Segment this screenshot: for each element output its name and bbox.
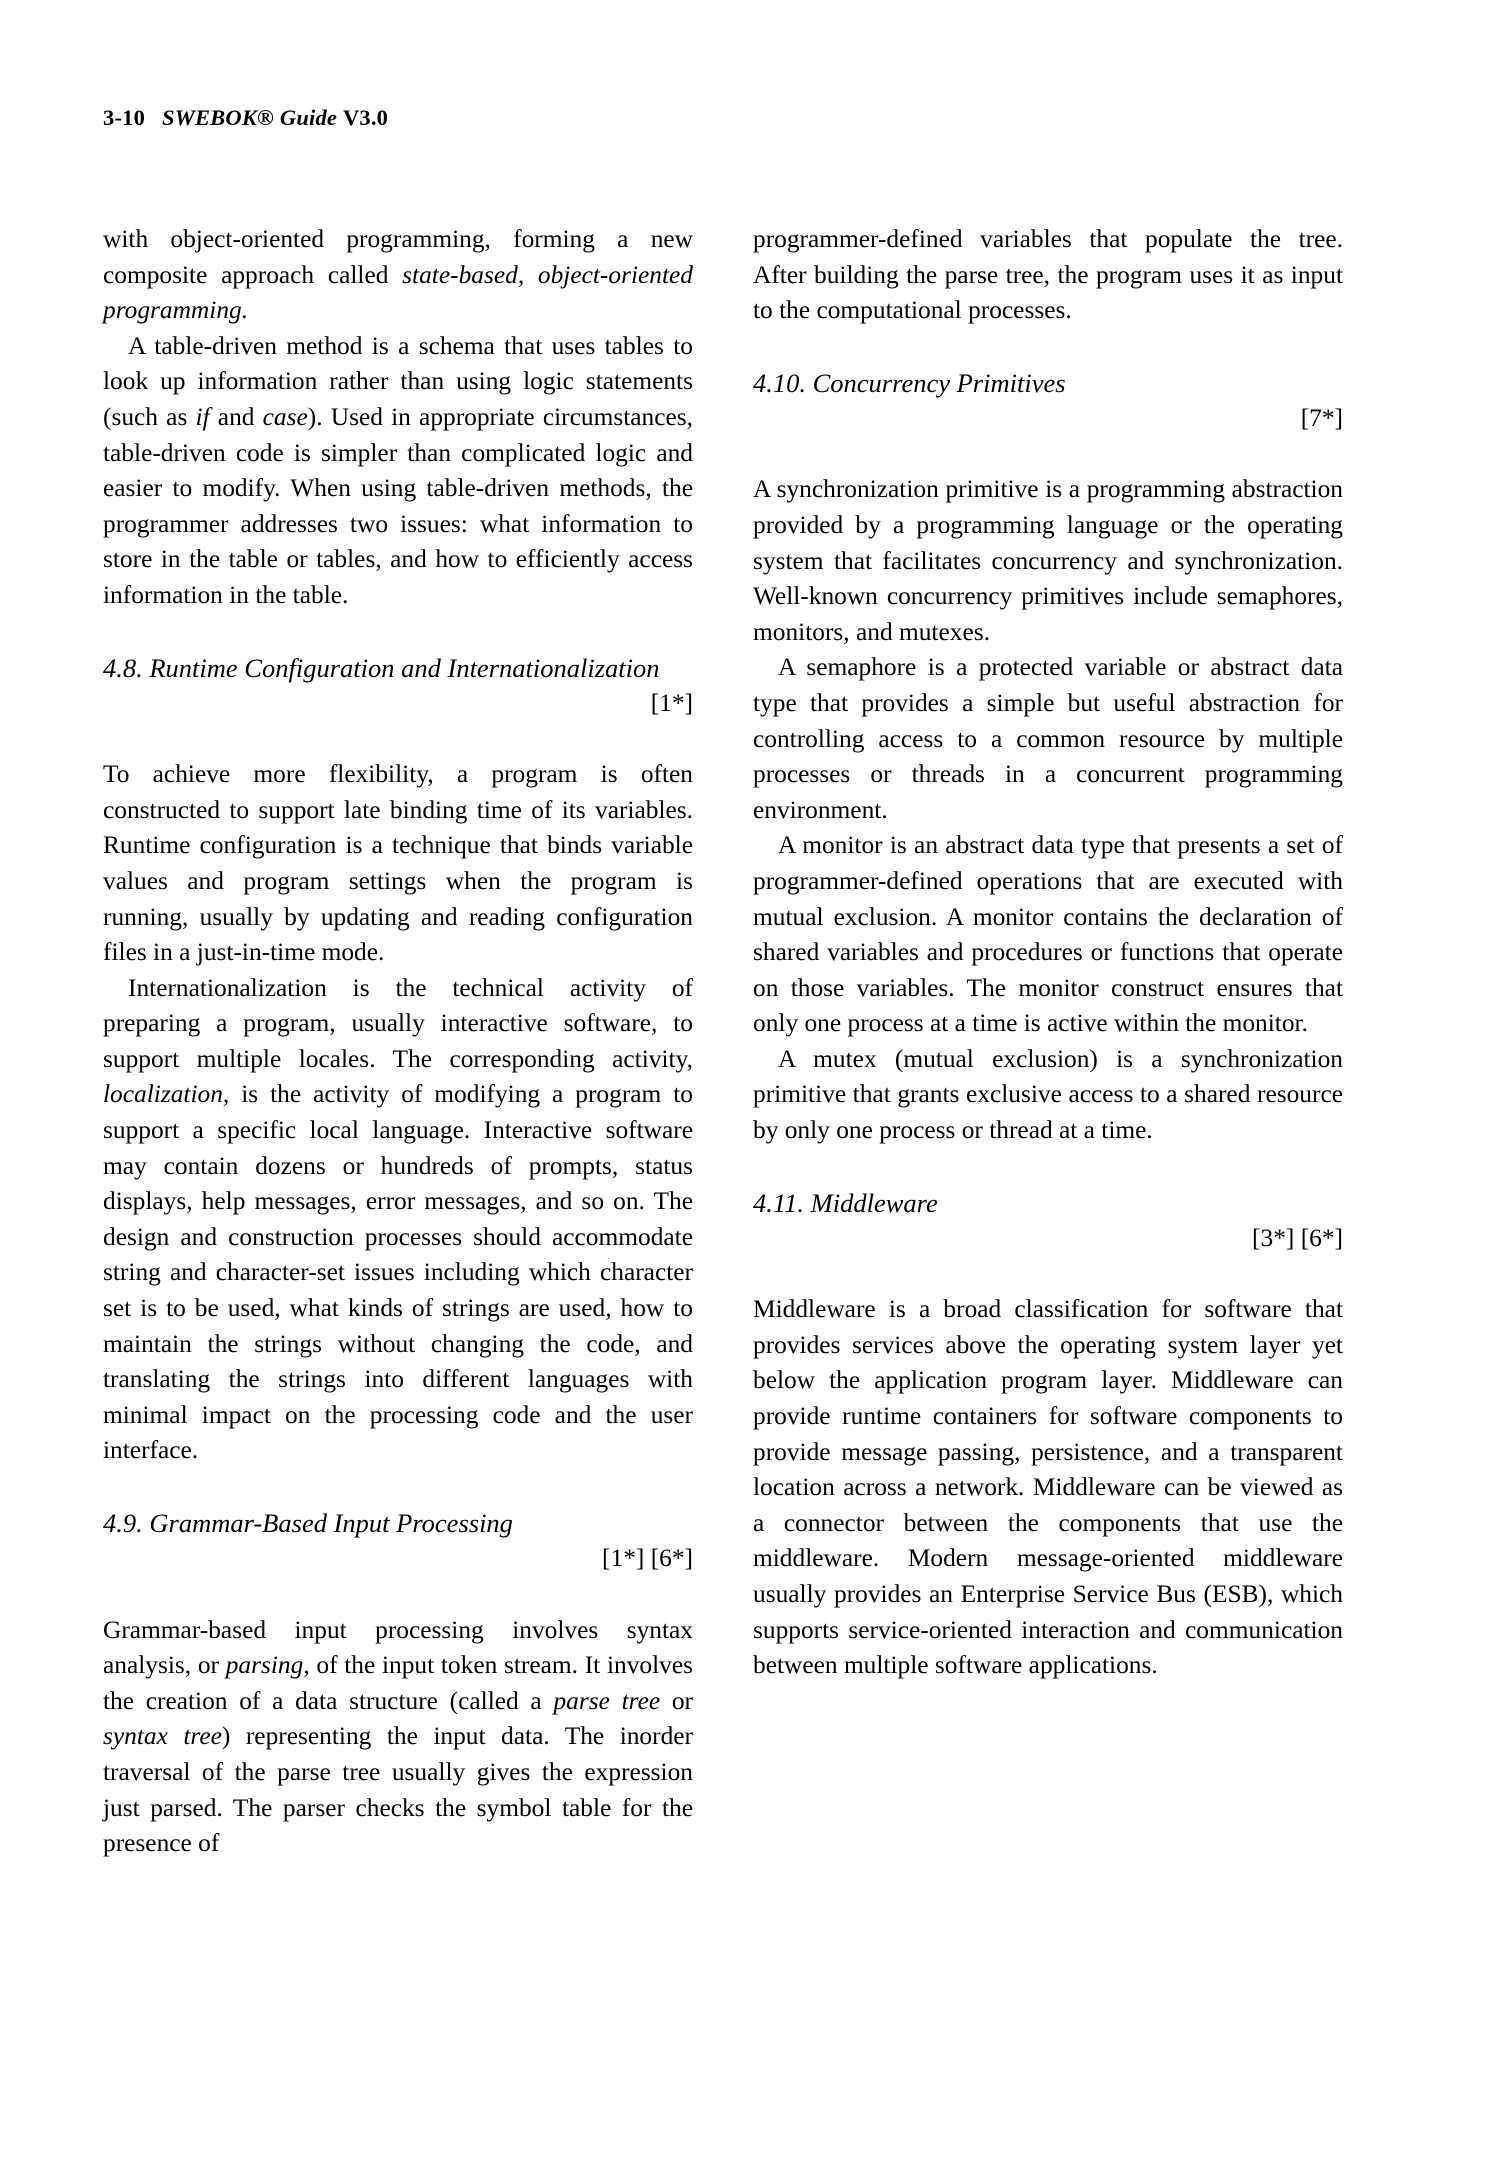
publication-title: SWEBOK® Guide [162,105,338,130]
body-text: Grammar-based input processing involves syntax analysis, or [103,1615,693,1680]
paragraph-grammar-based-input [103,1613,693,1862]
refs-4-10: [7*] [1300,403,1343,432]
refs-spacer [103,1577,693,1613]
refs-spacer [753,1256,1343,1292]
body-text: A monitor is an abstract data type that presents a set of programmer-defined operations that are executed with mutual exclusion. A monitor contains the declaration of shared variables and procedures or functions that operate on those variables. The monitor construct ensures that only one process at a time is active within the monitor. [753,831,1343,1038]
body-text: A mutex (mutual exclusion) is a synchronization primitive that grants exclusive access to a shared resource by only one process or thread at a time. [753,1044,1343,1145]
refs-4-9: [1*] [6*] [602,1544,693,1572]
paragraph-state-based-oop [103,222,693,329]
page-folio: 3-10 [103,105,146,130]
paragraph-runtime-configuration [103,757,693,971]
publication-version: V3.0 [342,105,389,130]
left-column [103,222,693,1862]
body-text: ). Used in appropriate circumstances, table-driven code is simpler than complicated logic and easier to modify. When using table-driven methods, the programmer addresses two issues: what information to store in the table or tables, and how to efficiently access information in the table. [103,402,694,609]
heading-4-9: 4.9. Grammar-Based Input Processing [103,1508,513,1538]
right-column [753,222,1343,1862]
body-columns [103,222,1410,1862]
paragraph-semaphore [753,650,1343,828]
body-text: and [209,402,263,431]
paragraph-table-driven-method [103,329,693,614]
paragraph-internationalization [103,971,693,1469]
heading-spacer [103,1469,693,1505]
body-text: A semaphore is a protected variable or abstract data type that provides a simple but useful abstraction for controlling access to a common resource by multiple processes or threads in a concurrent programming environment. [753,653,1343,824]
refs-4-8: [1*] [650,688,693,717]
heading-spacer [103,614,693,650]
paragraph-synchronization-primitive [753,472,1343,650]
emphasis-text: case [262,402,308,431]
heading-spacer [753,329,1343,365]
body-text: A table-driven method is a schema that uses tables to look up information rather than using logic statements (such as [103,331,693,431]
body-text: , of the input token stream. It involves the creation of a data structure (called a [103,1651,693,1715]
refs-spacer [753,436,1343,472]
emphasis-text: if [195,402,210,431]
paragraph-mutex [753,1042,1343,1149]
body-text: A synchronization primitive is a programming abstraction provided by a programming language or the operating system that facilitates concurrency and synchronization. Well-known concurrency primitives include semaphores, monitors, and mutexes. [753,475,1343,646]
heading-4-8: 4.8. Runtime Configuration and Internationalization [103,652,660,683]
body-text: ) representing the input data. The inorder traversal of the parse tree usually gives the expression just parsed. The parser checks the symbol table for the presence of [103,1722,694,1858]
paragraph-monitor [753,828,1343,1042]
emphasis-text: parse tree [553,1686,661,1715]
heading-spacer [753,1149,1343,1185]
body-text: Middleware is a broad classification for software that provides services above the operating system layer yet below the application program layer. Middleware can provide runtime containers for software components to provide message passing, persistence, and a transparent location across a network. Middleware can be viewed as a connector between the components that use the middleware. Modern message-oriented middleware usually provides an Enterprise Service Bus (ESB), which supports service-oriented interaction and communication between multiple software applications. [753,1295,1343,1680]
body-text: Internationalization is the technical activity of preparing a program, usually interactive software, to support multiple locales. The corresponding activity, [103,973,693,1073]
heading-4-11: 4.11. Middleware [753,1187,938,1218]
body-text: with object-oriented programming, forming a new composite approach called [103,225,693,289]
body-text: programmer-defined variables that populate the tree. After building the parse tree, the program uses it as input to the computational processes. [753,225,1343,325]
body-text: To achieve more flexibility, a program is often constructed to support late binding time of its variables. Runtime configuration is a technique that binds variable values and program settings when the program is running, usually by updating and reading configuration files in a just-in-time mode. [103,760,693,967]
emphasis-text: syntax tree [103,1722,222,1751]
refs-4-11: [3*] [6*] [1252,1223,1343,1252]
emphasis-text: state-based, object-oriented programming. [103,260,693,325]
refs-spacer [103,721,693,757]
body-text: is the activity of modifying a program to support a specific local language. Interactive software may contain dozens or hundreds of prompts, status displays, help messages, error messages, and so on. The design and construction processes should accommodate string and character-set issues including which character set is to be used, what kinds of strings are used, how to maintain the strings without changing the code, and translating the strings into different languages with minimal impact on the processing code and the user interface. [103,1080,693,1465]
heading-4-10: 4.10. Concurrency Primitives [753,367,1066,398]
paragraph-programmer-defined-variables [753,222,1343,329]
emphasis-text: parsing [225,1651,304,1680]
paragraph-middleware [753,1292,1343,1684]
body-text: or [660,1686,693,1715]
running-head [103,104,388,131]
emphasis-text: localization, [103,1080,230,1109]
